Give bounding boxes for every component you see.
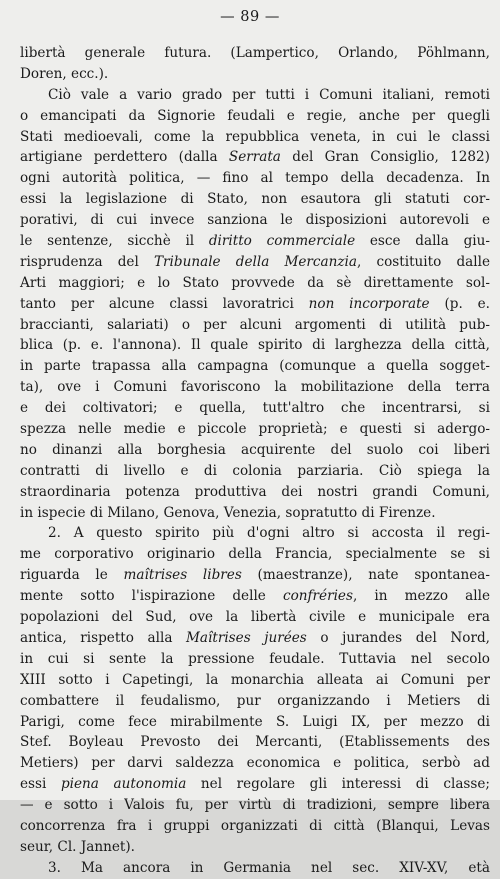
text-segment: (maestranze), nate spontanea- (241, 567, 490, 584)
text-segment: — e sotto i Valois fu, per virtù di tradizioni, sempre libera (20, 797, 490, 814)
text-line (20, 273, 490, 294)
text-line (20, 147, 490, 168)
text-line (20, 419, 490, 440)
text-line (20, 565, 490, 586)
text-line (20, 231, 490, 252)
text-segment: (p. e. (429, 295, 490, 312)
text-segment: o emancipati da Signorie feudali e regie, anche per quegli (20, 107, 490, 124)
text-line (20, 837, 490, 858)
text-segment: ta), ove i Comuni favoriscono la mobilitazione della terra (20, 379, 490, 396)
text-segment: Arti maggiori; e lo Stato provvede da sè direttamente sol- (20, 274, 490, 291)
text-line (20, 712, 490, 733)
text-line (20, 43, 490, 64)
text-segment: essi la legislazione di Stato, non esautora gli statuti cor- (20, 191, 490, 208)
text-segment: in parte trapassa alla campagna (comunque a quella sogget- (20, 358, 490, 375)
text-segment: risprudenza del (20, 253, 154, 270)
text-segment: straordinaria potenza produttiva dei nostri grandi Comuni, (20, 483, 490, 500)
text-segment: tanto per alcune classi lavoratrici (20, 295, 309, 312)
text-segment: popolazioni del Sud, ove la libertà civile e municipale era (20, 609, 490, 626)
text-segment: braccianti, salariati) o per alcuni argomenti di utilità pub- (20, 316, 490, 333)
text-segment: no dinanzi alla borghesia acquirente del suolo coi liberi (20, 441, 490, 458)
text-segment: 3. Ma ancora in Germania nel sec. XIV-XV, età (48, 859, 490, 876)
text-segment: essi (20, 776, 61, 793)
text-line (20, 127, 490, 148)
text-segment: del Gran Consiglio, 1282) (280, 149, 490, 166)
text-segment: blica (p. e. l'annona). Il quale spirito di larghezza della città, (20, 337, 490, 354)
italic-term: Serrata (228, 149, 281, 166)
text-line (20, 335, 490, 356)
text-line (20, 628, 490, 649)
text-segment: ogni autorità politica, — fino al tempo della decadenza. In (20, 170, 490, 187)
text-line (20, 795, 490, 816)
text-segment: XIII sotto i Capetingi, la monarchia alleata ai Comuni per (20, 671, 490, 688)
text-line (20, 210, 490, 231)
text-line (20, 858, 490, 879)
text-segment: libertà generale futura. (Lampertico, Orlando, Pöhlmann, (20, 45, 490, 61)
text-line (20, 649, 490, 670)
text-line (20, 607, 490, 628)
text-line (20, 503, 490, 524)
text-segment: antica, rispetto alla (20, 629, 186, 646)
text-line (20, 691, 490, 712)
text-line (20, 106, 490, 127)
text-segment: artigiane perdettero (dalla (20, 149, 229, 166)
text-line (20, 461, 490, 482)
text-line (20, 252, 490, 273)
text-segment: mente sotto l'ispirazione delle (20, 588, 283, 605)
text-line (20, 816, 490, 837)
text-line (20, 774, 490, 795)
text-line (20, 168, 490, 189)
text-segment: concorrenza fra i gruppi organizzati di città (Blanqui, Levas (20, 817, 490, 834)
text-line (20, 356, 490, 377)
text-line (20, 753, 490, 774)
text-line (20, 64, 490, 85)
italic-term: non incorporate (308, 295, 430, 312)
text-line (20, 732, 490, 753)
text-segment: le sentenze, sicchè il (20, 233, 209, 250)
text-segment: e dei coltivatori; e quella, tutt'altro che incentrarsi, si (20, 400, 490, 417)
italic-term: confréries (282, 588, 353, 605)
text-line (20, 85, 490, 106)
text-segment: in ispecie di Milano, Genova, Venezia, sopratutto di Firenze. (20, 504, 436, 521)
text-segment: Metiers) per darvi saldezza economica e politica, serbò ad (20, 755, 490, 772)
text-line (20, 670, 490, 691)
text-segment: porativi, di cui invece sanziona le disposizioni autorevoli e (20, 212, 490, 229)
body-text (20, 43, 490, 879)
text-segment: , in mezzo alle (352, 588, 490, 605)
text-segment: riguarda le (20, 567, 124, 584)
italic-term: Maîtrises jurées (186, 629, 307, 646)
text-segment: , costituito dalle (357, 253, 491, 270)
text-segment: Parigi, come fece mirabilmente S. Luigi IX, per mezzo di (20, 713, 490, 730)
text-line (20, 482, 490, 503)
text-line (20, 523, 490, 544)
text-segment: nel regolare gli interessi di classe; (186, 776, 491, 793)
text-segment: me corporativo originario della Francia, specialmente se si (20, 546, 490, 563)
text-segment: Stef. Boyleau Prevosto dei Mercanti, (Etablissements des (20, 734, 490, 751)
text-segment: esce dalla giu- (355, 233, 490, 250)
text-segment: seur, Cl. Jannet). (20, 838, 136, 855)
italic-term: piena autonomia (60, 776, 187, 793)
text-line (20, 544, 490, 565)
text-segment: Ciò vale a vario grado per tutti i Comuni italiani, remoti (48, 86, 490, 103)
text-line (20, 315, 490, 336)
italic-term: Tribunale della Mercanzia (153, 253, 358, 270)
text-segment: spezza nelle medie e piccole proprietà; e questi si adergo- (20, 421, 490, 438)
text-line (20, 189, 490, 210)
italic-term: diritto commerciale (208, 233, 356, 250)
text-segment: contratti di livello e di colonia parziaria. Ciò spiega la (20, 462, 490, 479)
text-line (20, 586, 490, 607)
text-line (20, 377, 490, 398)
text-line (20, 440, 490, 461)
italic-term: maîtrises libres (123, 567, 242, 584)
text-segment: combattere il feudalismo, pur organizzando i Metiers di (20, 692, 490, 709)
page-number: — 89 — (220, 9, 280, 25)
text-segment: Stati medioevali, come la repubblica veneta, in cui le classi (20, 128, 490, 145)
text-segment: in cui si sente la pressione feudale. Tuttavia nel secolo (20, 650, 490, 667)
text-segment: 2. A questo spirito più d'ogni altro si accosta il regi- (48, 525, 490, 542)
text-line (20, 398, 490, 419)
text-line (20, 294, 490, 315)
text-segment: o jurandes del Nord, (306, 629, 490, 646)
text-segment: Doren, ecc.). (20, 65, 109, 82)
